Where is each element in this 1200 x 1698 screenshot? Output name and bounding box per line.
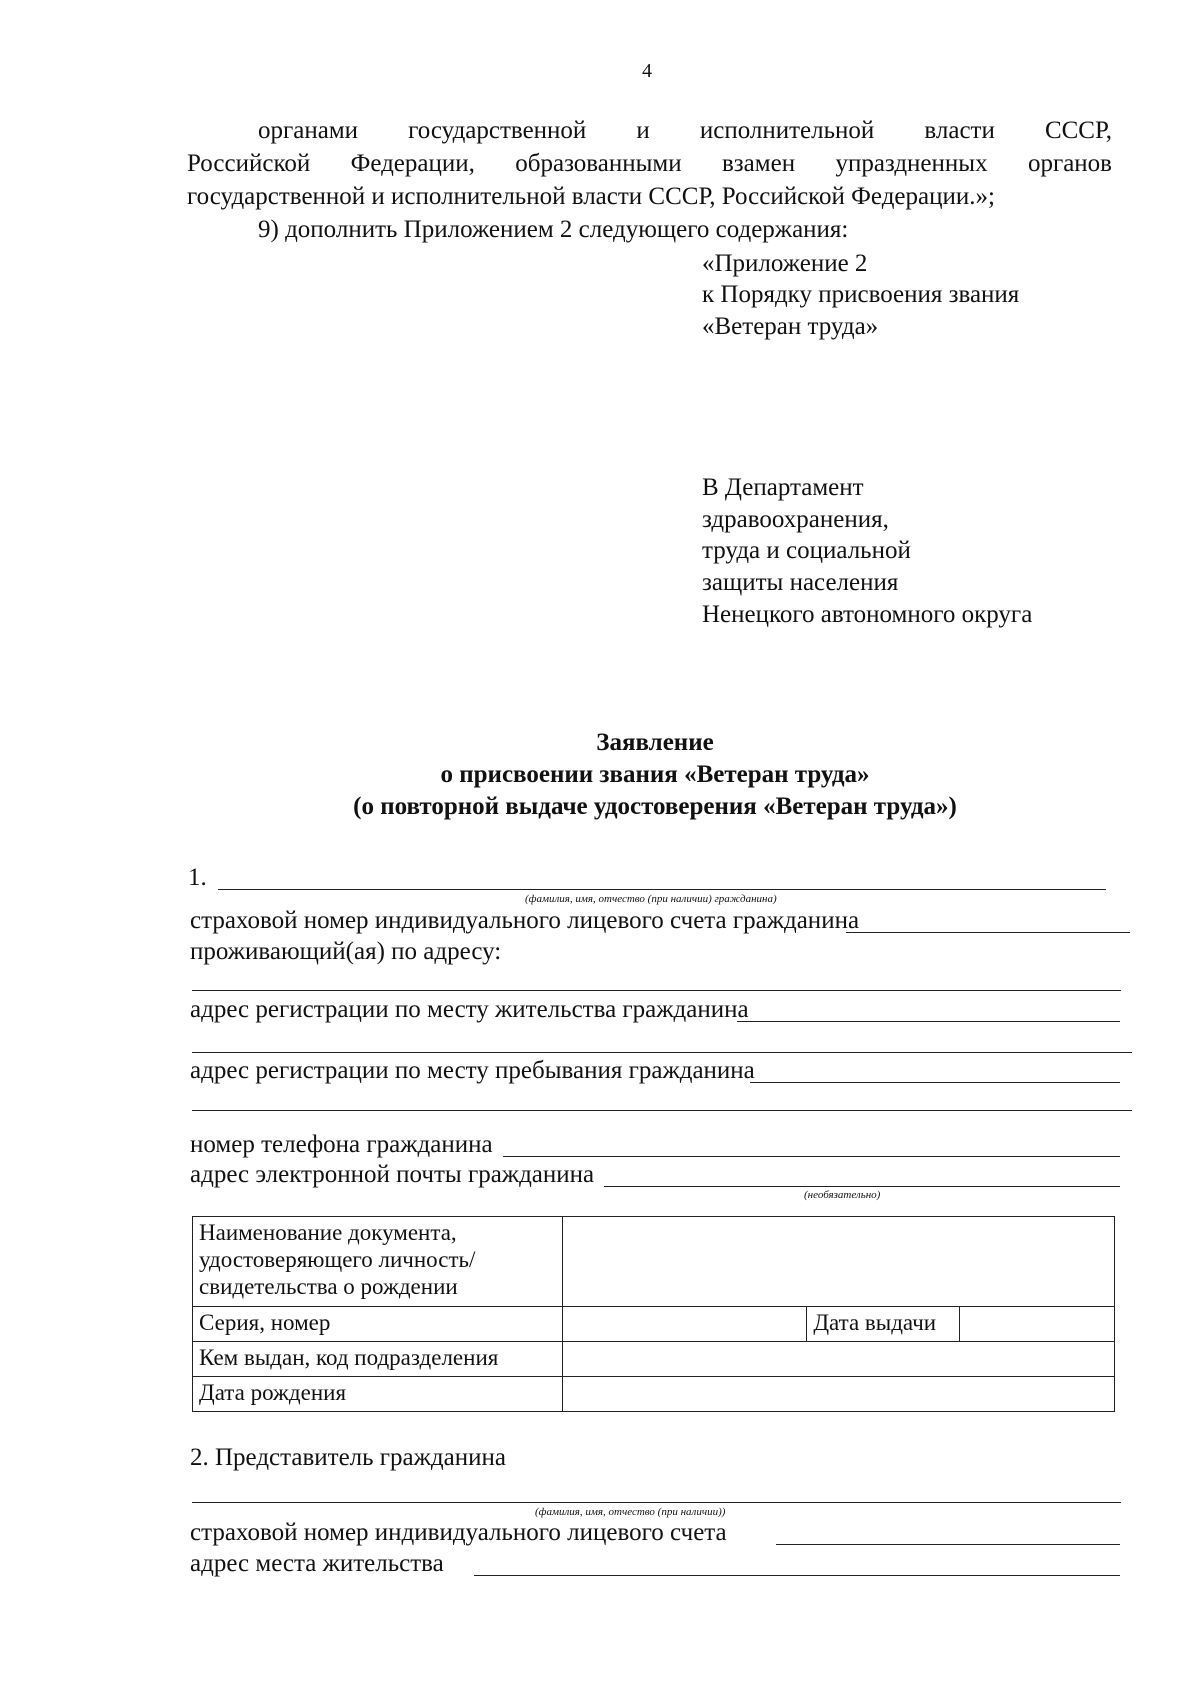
- snils-label: страховой номер индивидуального лицевого счета гражданина: [190, 907, 860, 934]
- representative-address-line[interactable]: [474, 1575, 1120, 1576]
- representative-fio-hint: (фамилия, имя, отчество (при наличии)): [535, 1506, 726, 1518]
- section1-number: 1.: [188, 864, 207, 891]
- snils-line[interactable]: [846, 932, 1130, 933]
- residing-line[interactable]: [192, 990, 1121, 991]
- intro-line-3: государственной и исполнительной власти СССР, Российской Федерации.»;: [187, 183, 995, 210]
- intro-line-2: Российской Федерации, образованными взамен упраздненных органов: [187, 150, 1112, 177]
- identity-document-table: [192, 1216, 1115, 1412]
- reg-address-line-2[interactable]: [192, 1052, 1132, 1053]
- addressee-line-4: защиты населения: [702, 569, 899, 596]
- table-row: [193, 1217, 1115, 1307]
- email-line[interactable]: [604, 1186, 1120, 1187]
- doc-name-line-2: удостоверяющего личность/: [199, 1247, 476, 1272]
- series-label: Серия, номер: [193, 1307, 563, 1342]
- appendix-line-3: «Ветеран труда»: [702, 313, 879, 340]
- appendix-line-1: «Приложение 2: [702, 250, 868, 277]
- birth-date-label: Дата рождения: [193, 1377, 563, 1412]
- doc-name-line-1: Наименование документа,: [199, 1220, 457, 1245]
- issue-date-label: Дата выдачи: [807, 1307, 960, 1342]
- stay-address-label: адрес регистрации по месту пребывания гражданина: [190, 1057, 755, 1084]
- title-line-2: о присвоении звания «Ветеран труда»: [440, 761, 870, 788]
- doc-name-cell[interactable]: [562, 1217, 1114, 1307]
- addressee-line-3: труда и социальной: [702, 537, 911, 564]
- phone-label: номер телефона гражданина: [190, 1131, 493, 1158]
- email-label: адрес электронной почты гражданина: [190, 1161, 595, 1188]
- doc-name-label: [193, 1217, 563, 1307]
- table-row: [193, 1377, 1115, 1412]
- appendix-line-2: к Порядку присвоения звания: [702, 281, 1020, 308]
- reg-address-line[interactable]: [737, 1021, 1120, 1022]
- title-line-1: Заявление: [596, 729, 714, 756]
- title-line-3: (о повторной выдаче удостоверения «Ветеран труда»): [353, 793, 957, 820]
- birth-date-cell[interactable]: [562, 1377, 1114, 1412]
- representative-fio-line[interactable]: [192, 1502, 1121, 1503]
- intro-item-9: 9) дополнить Приложением 2 следующего содержания:: [258, 216, 849, 243]
- stay-address-line[interactable]: [750, 1082, 1120, 1083]
- addressee-line-1: В Департамент: [702, 474, 864, 501]
- issued-by-label: Кем выдан, код подразделения: [193, 1342, 563, 1377]
- email-optional-hint: (необязательно): [804, 1189, 881, 1201]
- issued-by-cell[interactable]: [562, 1342, 1114, 1377]
- page-number: 4: [642, 60, 652, 82]
- addressee-line-2: здравоохранения,: [702, 506, 889, 533]
- reg-address-label: адрес регистрации по месту жительства гражданина: [190, 996, 749, 1023]
- residing-label: проживающий(ая) по адресу:: [190, 938, 502, 965]
- table-row: [193, 1342, 1115, 1377]
- series-cell[interactable]: [562, 1307, 807, 1342]
- fio-hint: (фамилия, имя, отчество (при наличии) гражданина): [525, 893, 777, 905]
- fio-line[interactable]: [218, 889, 1106, 890]
- intro-line-1: органами государственной и исполнительной власти СССР,: [258, 117, 1112, 144]
- representative-snils-line[interactable]: [776, 1544, 1120, 1545]
- table-row: [193, 1307, 1115, 1342]
- representative-snils-label: страховой номер индивидуального лицевого счета: [190, 1519, 727, 1546]
- representative-address-label: адрес места жительства: [190, 1550, 444, 1577]
- issue-date-cell[interactable]: [960, 1307, 1115, 1342]
- addressee-line-5: Ненецкого автономного округа: [702, 601, 1033, 628]
- stay-address-line-2[interactable]: [192, 1110, 1132, 1111]
- phone-line[interactable]: [503, 1156, 1120, 1157]
- section2-title: 2. Представитель гражданина: [190, 1444, 506, 1471]
- doc-name-line-3: свидетельства о рождении: [199, 1274, 458, 1299]
